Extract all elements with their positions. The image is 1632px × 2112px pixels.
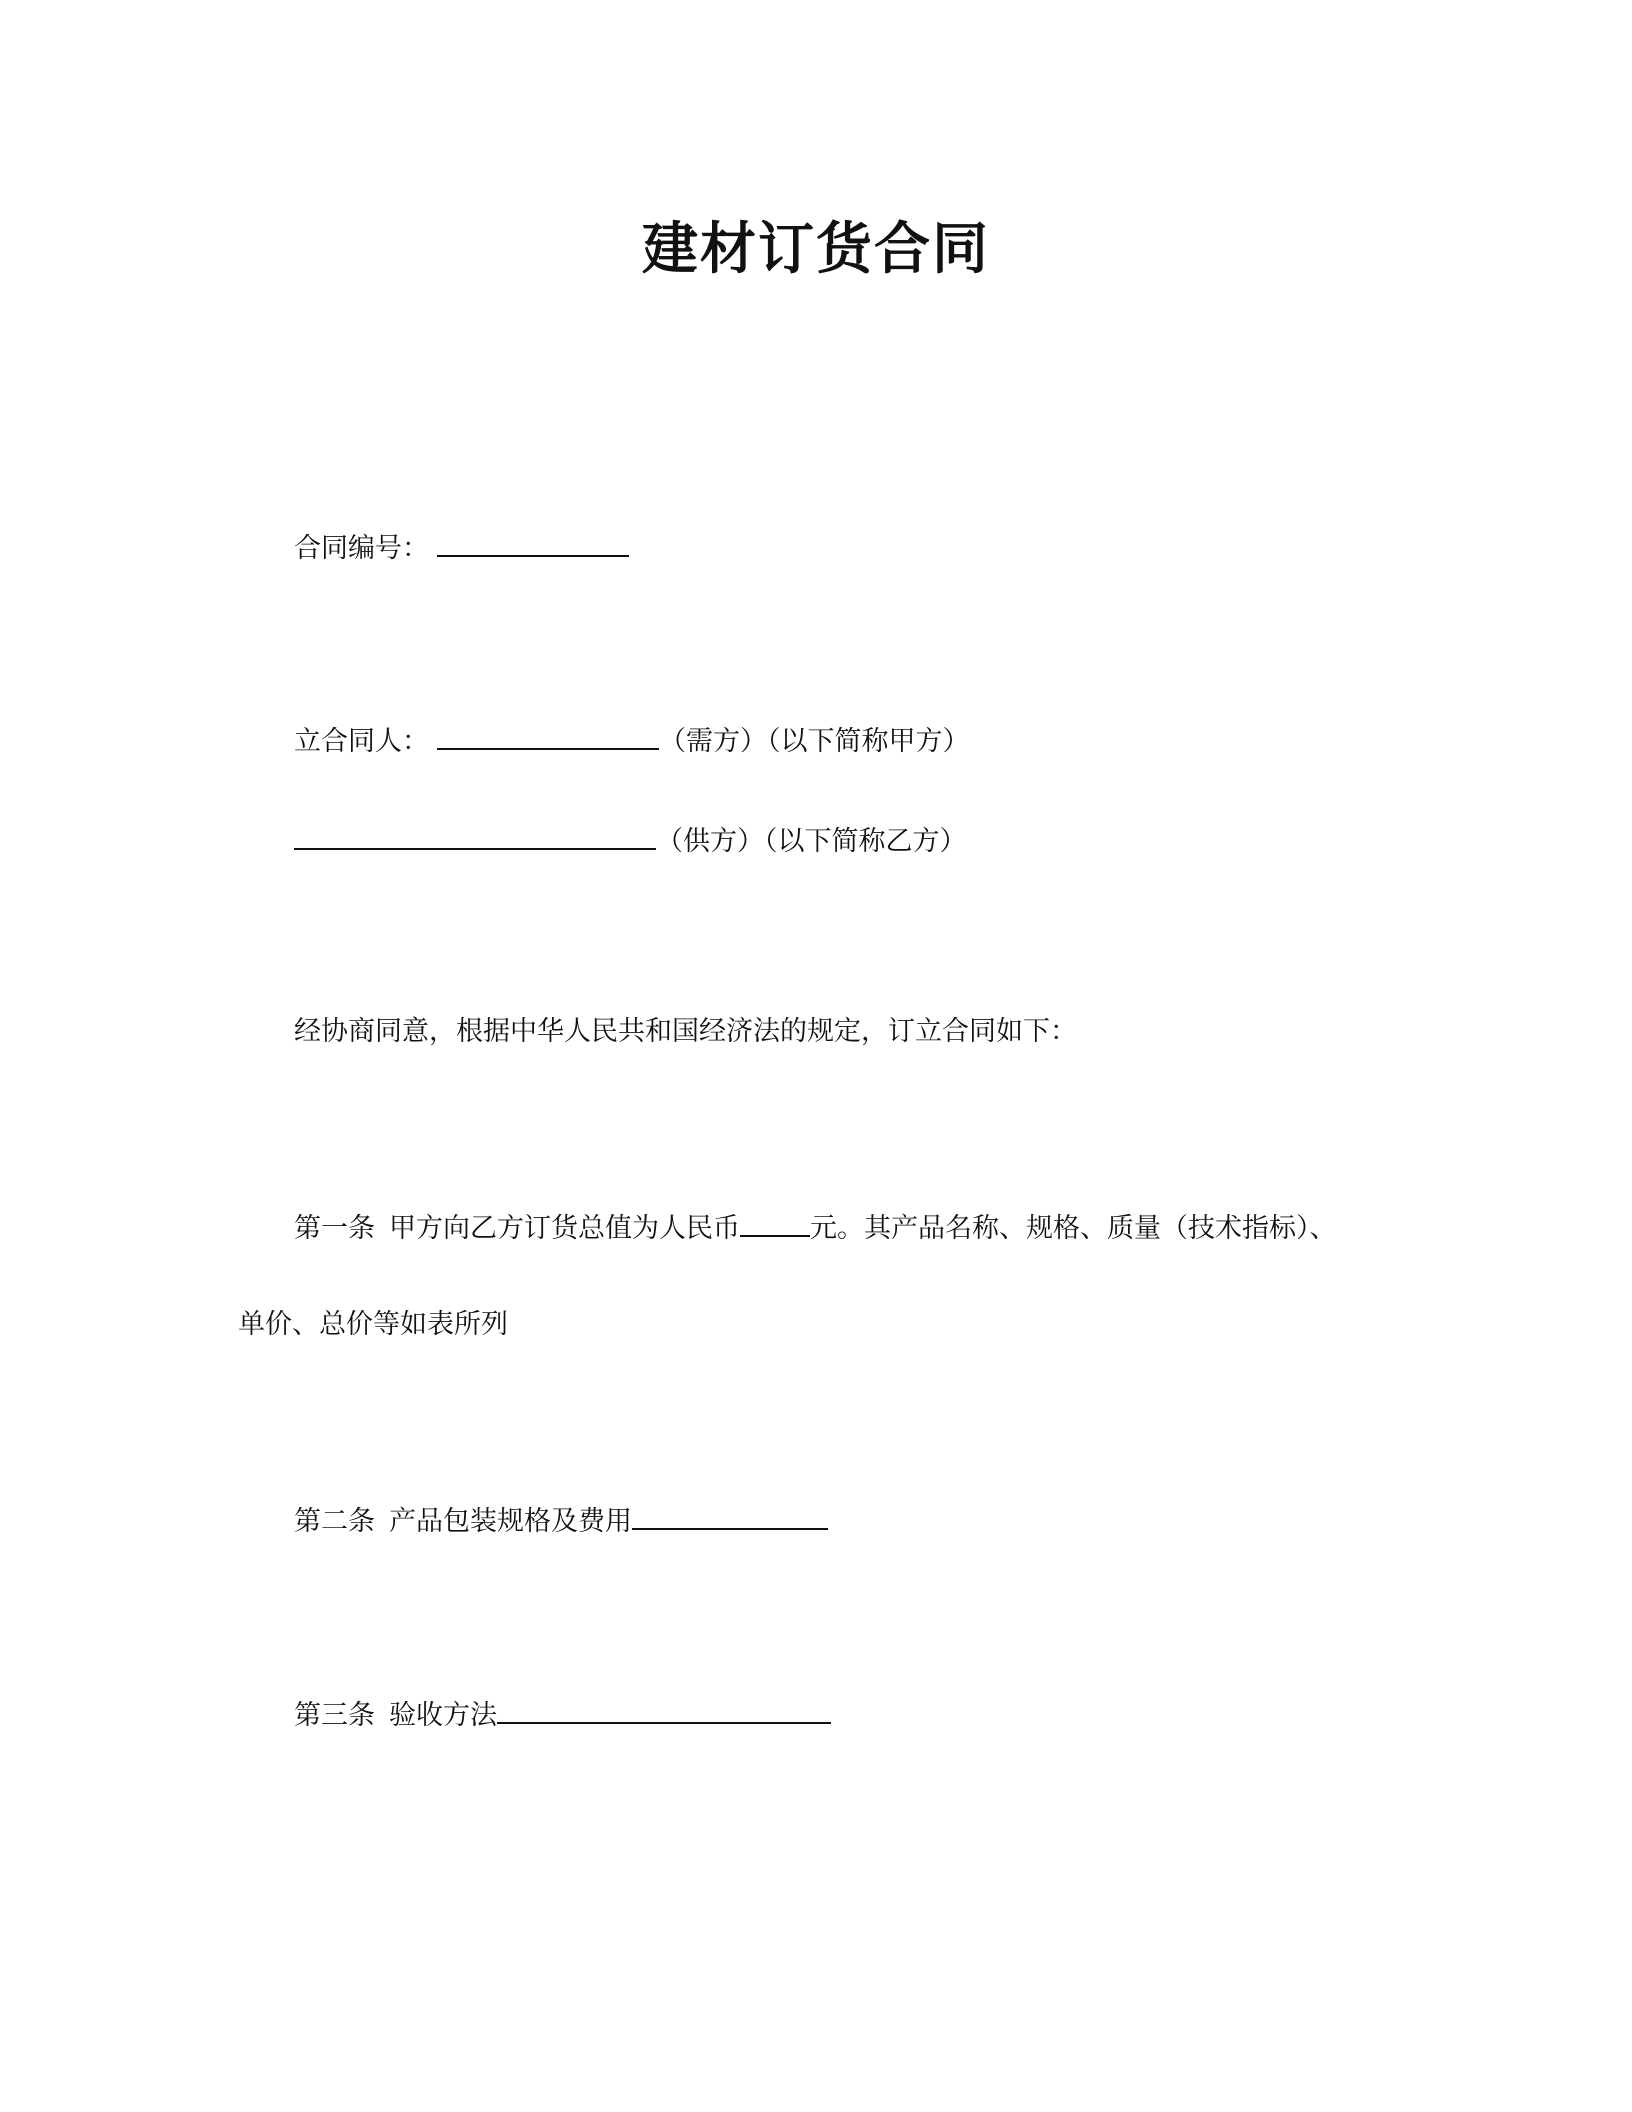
party-b-line [294, 818, 967, 862]
party-b-blank[interactable] [294, 818, 656, 850]
article3-line [294, 1692, 831, 1736]
article1-line [294, 1205, 1337, 1249]
article3-heading: 第三条 [294, 1700, 375, 1731]
article2-blank[interactable] [632, 1498, 828, 1530]
article2-line [294, 1498, 828, 1542]
party-b-suffix: （供方）（以下简称乙方） [656, 826, 967, 857]
article1-continuation: 单价、总价等如表所列 [238, 1309, 508, 1340]
document-title: 建材订货合同 [642, 217, 990, 282]
contract-number-line [294, 525, 629, 569]
article2-text: 产品包装规格及费用 [389, 1506, 632, 1537]
contract-number-blank[interactable] [437, 525, 629, 557]
party-a-suffix: （需方）（以下简称甲方） [659, 726, 970, 757]
article2-heading: 第二条 [294, 1506, 375, 1537]
article1-heading: 第一条 [294, 1213, 375, 1244]
contract-number-label: 合同编号： [294, 533, 429, 564]
article1-text-before: 甲方向乙方订货总值为人民币 [389, 1213, 740, 1244]
party-a-line [294, 718, 970, 762]
party-a-blank[interactable] [437, 718, 659, 750]
article1-amount-blank[interactable] [740, 1205, 810, 1237]
parties-label: 立合同人： [294, 726, 429, 757]
article1-text-after: 元。其产品名称、规格、质量（技术指标）、 [810, 1213, 1337, 1244]
article3-text: 验收方法 [389, 1700, 497, 1731]
article3-blank[interactable] [497, 1692, 831, 1724]
preamble: 经协商同意，根据中华人民共和国经济法的规定，订立合同如下： [294, 1016, 1077, 1047]
